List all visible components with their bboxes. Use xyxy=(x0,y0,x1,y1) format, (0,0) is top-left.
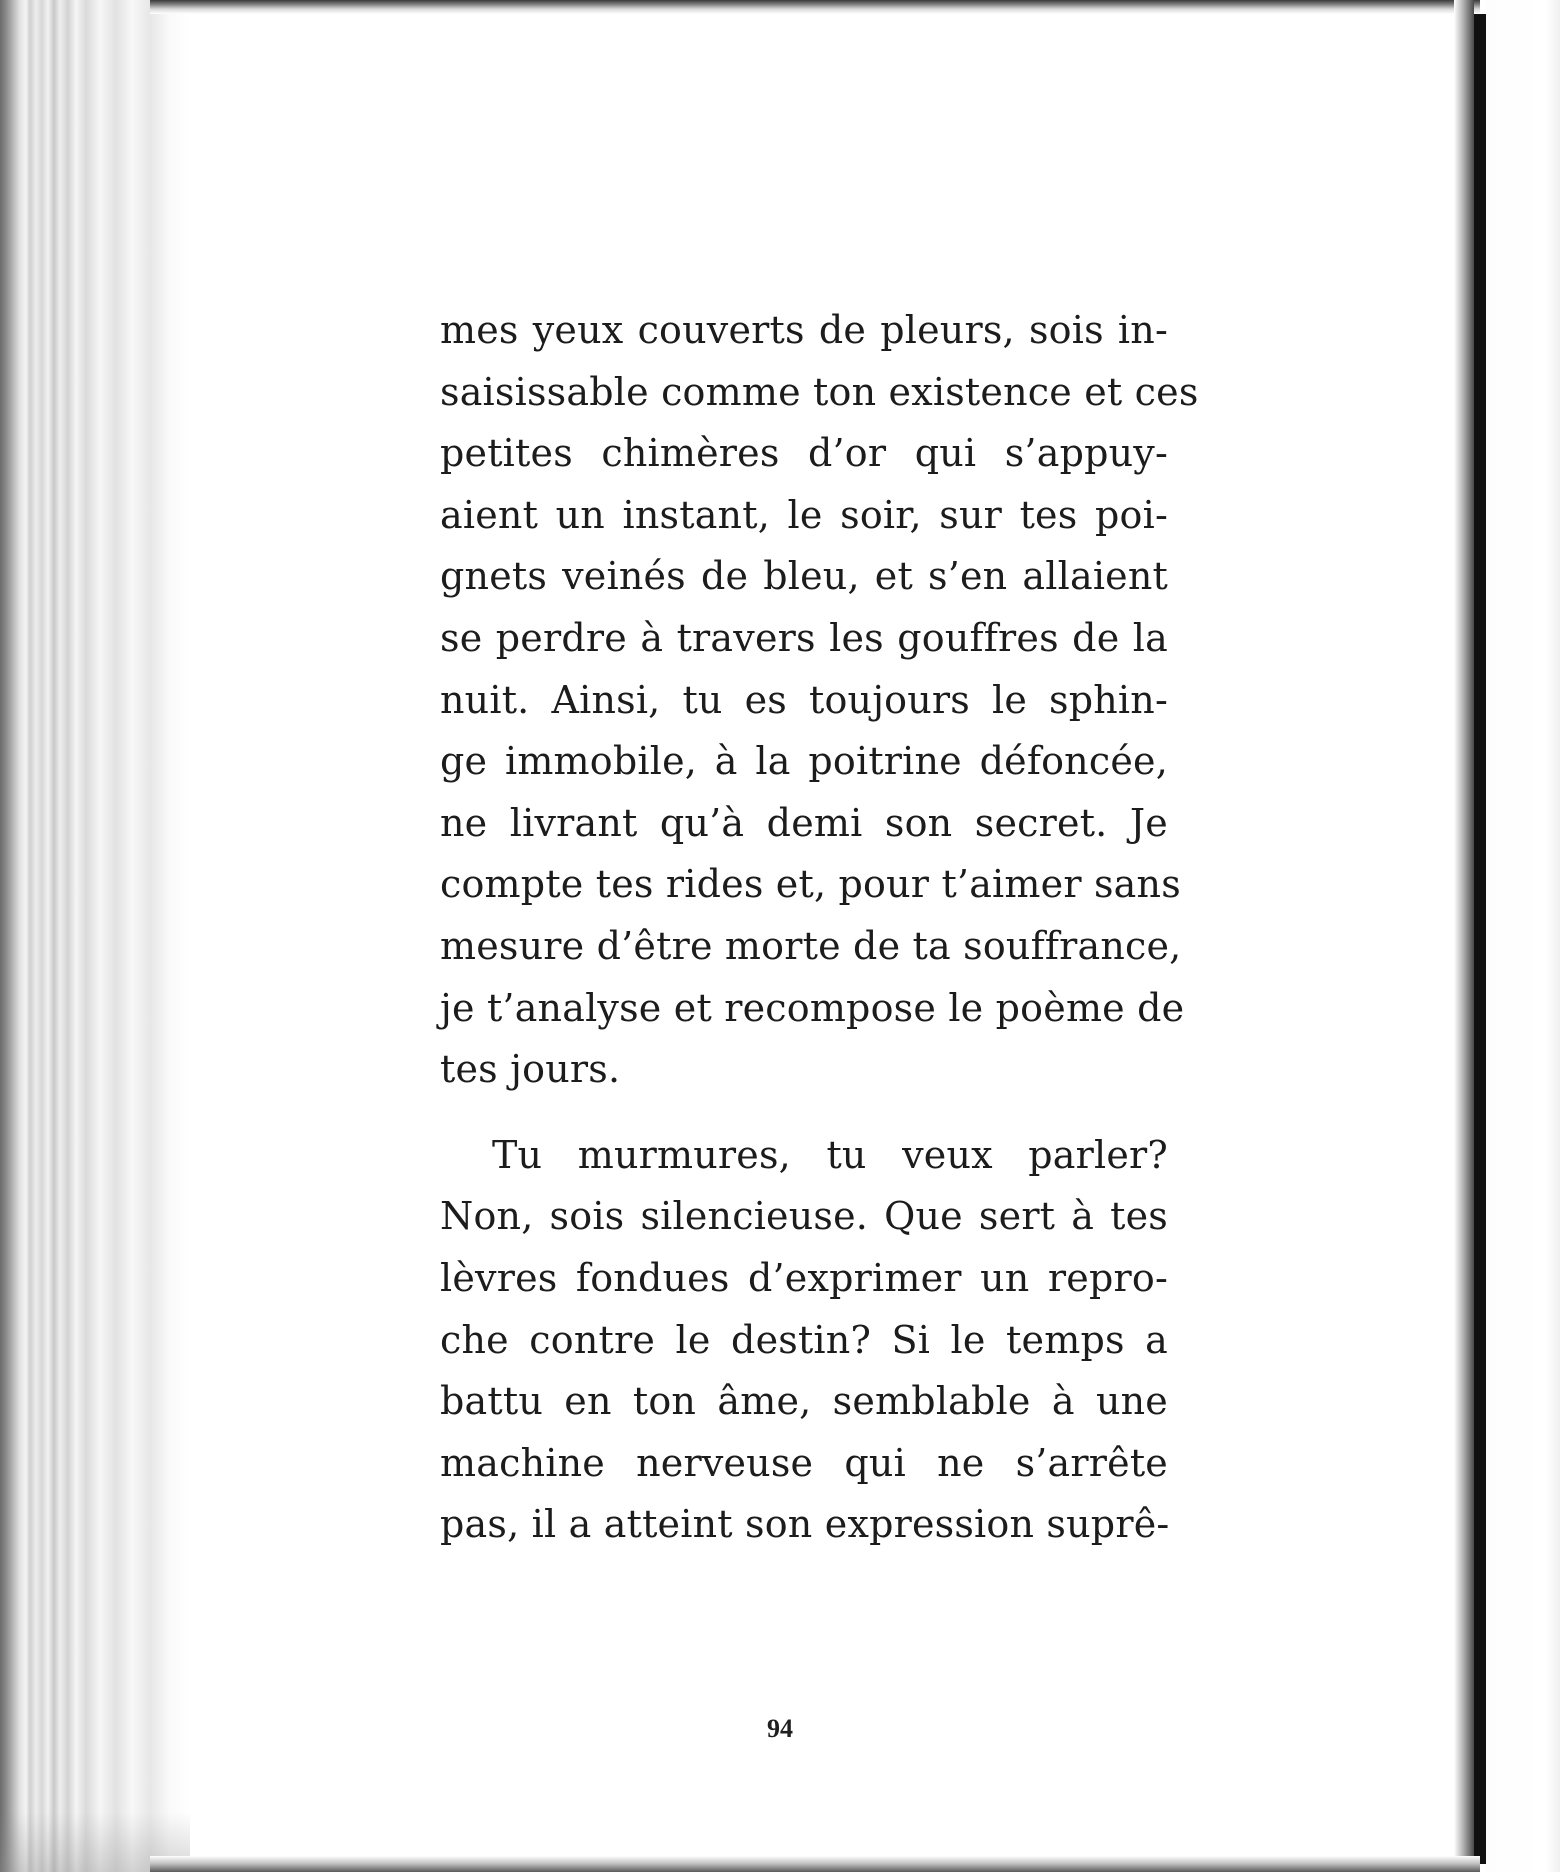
paragraph-2 xyxy=(440,1125,1168,1556)
gutter-shadow xyxy=(1454,0,1474,1872)
text-line: compte tes rides et, pour t’aimer sans xyxy=(440,862,1181,907)
text-line: nuit. Ainsi, tu es toujours le sphin- xyxy=(440,677,1168,722)
text-line: mes yeux couverts de pleurs, sois in- xyxy=(440,308,1168,352)
text-line: pas, il a atteint son expression suprê- xyxy=(440,1502,1170,1547)
text-line: machine nerveuse qui ne s’arrête xyxy=(440,1440,1168,1485)
page-number: 94 xyxy=(767,1714,793,1743)
bottom-edge-shadow xyxy=(150,1856,1480,1872)
text-line: Non, sois silencieuse. Que sert à tes xyxy=(440,1194,1168,1239)
text-line: che contre le destin? Si le temps a xyxy=(440,1317,1168,1362)
binding-border xyxy=(1474,14,1486,1864)
text-line: tes jours. xyxy=(440,1047,621,1092)
text-line: petites chimères d’or qui s’appuy- xyxy=(440,431,1168,476)
book-page-edges xyxy=(0,0,190,1872)
top-edge-shadow xyxy=(150,0,1480,14)
paragraph-1 xyxy=(440,300,1199,1101)
text-line: Tu murmures, tu veux parler? xyxy=(492,1132,1168,1177)
text-line: mesure d’être morte de ta souffrance, xyxy=(440,923,1182,968)
text-line: aient un instant, le soir, sur tes poi- xyxy=(440,492,1168,537)
text-line: gnets veinés de bleu, et s’en allaient xyxy=(440,554,1168,599)
text-line: se perdre à travers les gouffres de la xyxy=(440,615,1168,660)
text-line: ne livrant qu’à demi son secret. Je xyxy=(440,800,1168,845)
body-text xyxy=(440,300,1199,1556)
text-line: battu en ton âme, semblable à une xyxy=(440,1379,1168,1424)
paragraph-spacing xyxy=(440,1101,1168,1125)
text-line: ge immobile, à la poitrine défoncée, xyxy=(440,739,1168,784)
facing-page-edge xyxy=(1486,0,1560,1872)
text-line: saisissable comme ton existence et ces xyxy=(440,369,1199,414)
text-line: je t’analyse et recompose le poème de xyxy=(440,985,1185,1030)
text-line: lèvres fondues d’exprimer un repro- xyxy=(440,1255,1168,1300)
